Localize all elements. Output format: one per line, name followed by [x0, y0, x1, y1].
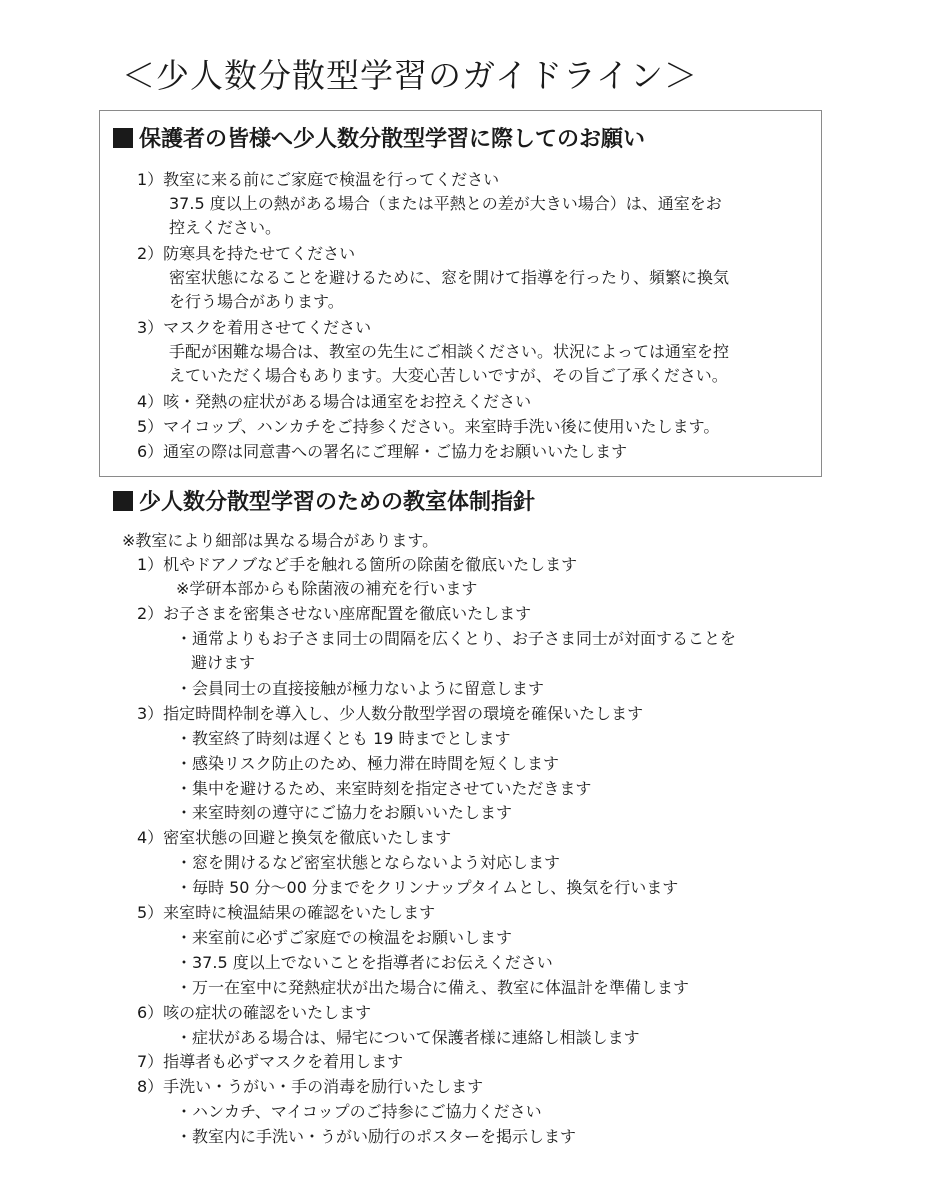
request-1: 1）教室に来る前にご家庭で検温を行ってください: [137, 170, 500, 189]
policy-6-item: ・症状がある場合は、帰宅について保護者様に連絡し相談します: [176, 1028, 640, 1047]
policy-3-item: ・教室終了時刻は遅くとも 19 時までとします: [176, 729, 511, 748]
policy-1: 1）机やドアノブなど手を触れる箇所の除菌を徹底いたします: [137, 555, 578, 574]
request-1-detail: 37.5 度以上の熱がある場合（または平熱との差が大きい場合）は、通室をお: [169, 194, 722, 213]
request-2-detail: 密室状態になることを避けるために、窓を開けて指導を行ったり、頻繁に換気: [169, 268, 730, 287]
policy-8-item: ・ハンカチ、マイコップのご持参にご協力ください: [176, 1102, 542, 1121]
policy-2: 2）お子さまを密集させない座席配置を徹底いたします: [137, 604, 532, 623]
policy-2-item: ・会員同士の直接接触が極力ないように留意します: [176, 679, 545, 698]
request-4: 4）咳・発熱の症状がある場合は通室をお控えください: [137, 392, 532, 411]
square-bullet-icon: [113, 128, 133, 148]
policy-3-item: ・感染リスク防止のため、極力滞在時間を短くします: [176, 754, 560, 773]
page-title: ＜少人数分散型学習のガイドライン＞: [122, 56, 699, 95]
policy-6: 6）咳の症状の確認をいたします: [137, 1003, 372, 1022]
policy-8: 8）手洗い・うがい・手の消毒を励行いたします: [137, 1077, 484, 1096]
policy-2-item-cont: 避けます: [191, 653, 256, 672]
request-5: 5）マイコップ、ハンカチをご持参ください。来室時手洗い後に使用いたします。: [137, 417, 720, 436]
classroom-policy-heading: [113, 488, 535, 518]
policy-3-item: ・集中を避けるため、来室時刻を指定させていただきます: [176, 779, 592, 798]
request-2: 2）防寒具を持たせてください: [137, 244, 356, 263]
policy-3-item: ・来室時刻の遵守にご協力をお願いいたします: [176, 803, 513, 822]
policy-7: 7）指導者も必ずマスクを着用します: [137, 1052, 404, 1071]
parent-requests-heading: [113, 125, 645, 155]
policy-1-note: ※学研本部からも除菌液の補充を行います: [176, 579, 478, 598]
policy-8-item: ・教室内に手洗い・うがい励行のポスターを掲示します: [176, 1127, 577, 1146]
request-3-detail: 手配が困難な場合は、教室の先生にご相談ください。状況によっては通室を控: [169, 342, 730, 361]
classroom-policy-heading-text: 少人数分散型学習のための教室体制指針: [139, 490, 536, 515]
classroom-note: ※教室により細部は異なる場合があります。: [122, 531, 439, 550]
policy-4-item: ・毎時 50 分〜00 分までをクリンナップタイムとし、換気を行います: [176, 878, 679, 897]
square-bullet-icon: [113, 491, 133, 511]
policy-4-item: ・窓を開けるなど密室状態とならないよう対応します: [176, 853, 561, 872]
request-1-detail-cont: 控えください。: [169, 218, 282, 237]
policy-5: 5）来室時に検温結果の確認をいたします: [137, 903, 436, 922]
policy-5-item: ・万一在室中に発熱症状が出た場合に備え、教室に体温計を準備します: [176, 978, 689, 997]
policy-4: 4）密室状態の回避と換気を徹底いたします: [137, 828, 452, 847]
policy-5-item: ・37.5 度以上でないことを指導者にお伝えください: [176, 953, 553, 972]
request-6: 6）通室の際は同意書への署名にご理解・ご協力をお願いいたします: [137, 442, 628, 461]
policy-3: 3）指定時間枠制を導入し、少人数分散型学習の環境を確保いたします: [137, 704, 644, 723]
request-2-detail-cont: を行う場合があります。: [169, 292, 344, 311]
policy-2-item: ・通常よりもお子さま同士の間隔を広くとり、お子さま同士が対面することを: [176, 629, 737, 648]
request-3-detail-cont: えていただく場合もあります。大変心苦しいですが、その旨ご了承ください。: [169, 366, 728, 385]
request-3: 3）マスクを着用させてください: [137, 318, 372, 337]
parent-requests-heading-text: 保護者の皆様へ少人数分散型学習に際してのお願い: [139, 127, 646, 152]
policy-5-item: ・来室前に必ずご家庭での検温をお願いします: [176, 928, 513, 947]
